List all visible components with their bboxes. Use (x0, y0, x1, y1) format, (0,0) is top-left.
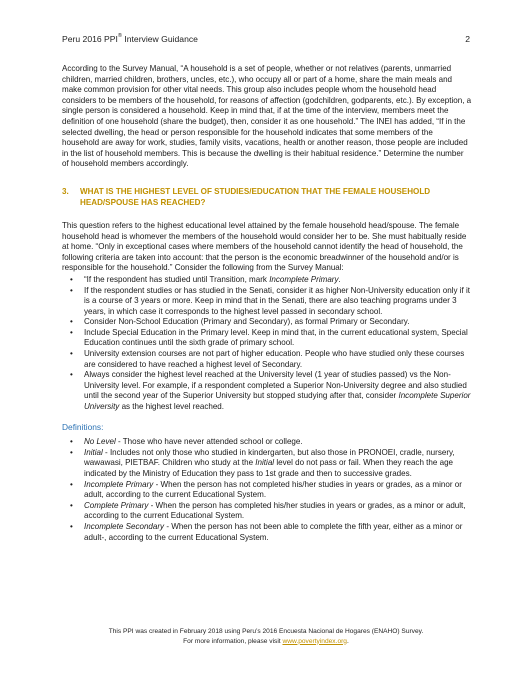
bullet-icon: • (70, 370, 73, 380)
survey-manual-list (62, 275, 472, 413)
footer-line-1: This PPI was created in February 2018 using Peru’s 2016 Encuesta Nacional de Hogares (ENAHO) Survey. (108, 628, 424, 635)
bullet-icon: • (70, 274, 73, 284)
bullet-icon: • (70, 349, 73, 359)
bullet-icon: • (70, 285, 73, 295)
definition-term: Complete Primary (84, 500, 149, 510)
bullet-icon: • (70, 447, 73, 457)
list-item: • Consider Non-School Education (Primary and Secondary), as formal Primary or Secondary. (70, 317, 410, 327)
definition-item: • Initial - Includes not only those who studied in kindergarten, but also those in PRONOEI, cradle, nursery, wawawasi, PIETBAF. Children who study at the Initial level do not pass or fail. When they reach the age indicated by the Ministry of Education they pass to 1st grade and then to successive grades. (70, 447, 455, 478)
definitions-heading: Definitions: (62, 421, 104, 432)
document-body (62, 64, 472, 543)
list-item: • “If the respondent has studied until Transition, mark Incomplete Primary. (70, 274, 341, 284)
page-footer (0, 627, 532, 646)
definition-term: No Level (84, 437, 116, 447)
definition-term: Incomplete Secondary (84, 521, 165, 531)
list-item: • University extension courses are not part of higher education. People who have studied only these courses are considered to have reached a highest level of Secondary. (70, 349, 465, 369)
footer-line-2: For more information, please visit www.povertyindex.org. (183, 637, 349, 645)
povertyindex-link[interactable]: www.povertyindex.org (282, 637, 347, 645)
question-number: 3. (62, 186, 69, 196)
definition-item: • Incomplete Secondary - When the person has not been able to complete the fifth year, either as a minor or adult-, according to the current Educational System. (70, 521, 463, 542)
definition-item: • Complete Primary - When the person has completed his/her studies in years or grades, as a minor or adult, according to the current Educational System. (70, 500, 466, 521)
definition-term: Incomplete Primary (84, 479, 154, 489)
question-text: WHAT IS THE HIGHEST LEVEL OF STUDIES/EDUCATION THAT THE FEMALE HOUSEHOLD HEAD/SPOUSE HAS REACHED? (80, 186, 431, 207)
page-header (62, 34, 470, 46)
household-definition-paragraph: According to the Survey Manual, “A household is a set of people, whether or not relatives (parents, unmarried children, married children, brothers, uncles, etc.), who occupy all or part of a home, share the main meals and make common provision for other vital needs. This group also includes people whom the household head considers to be members of the household, for reasons of affection (godchildren, godparents, etc.). By exception, a single person is considered a household. Keep in mind that, if at the time of the interview, members meet the definition of one household (share the budget), then, consider it as one household.” The INEI has added, “If in the selected dwelling, the head or person responsible for the household indicates that some members of the household are away for work, studies, family visits, vacations, health or another reason, those people are included in the list of household members. This is because the dwelling is their habitual residence.” Determine the number of household members accordingly. (62, 64, 472, 169)
bullet-icon: • (70, 317, 73, 327)
bullet-icon: • (70, 327, 73, 337)
bullet-icon: • (70, 500, 73, 510)
definition-term: Initial (84, 447, 103, 457)
list-item: • If the respondent studies or has studied in the Senati, consider it as higher Non-University education only if it is a course of 3 years or more. Keep in mind that in the Senati, there are also teaching programs under 3 years, in which case it corresponds to the highest level passed in secondary school. (70, 285, 471, 316)
definition-item: • No Level - Those who have never attended school or college. (70, 437, 303, 447)
header-title: Peru 2016 PPI® Interview Guidance (62, 33, 198, 44)
list-item: • Include Special Education in the Primary level. Keep in mind that, in the current educational system, Special Education continues until the sixth grade of primary school. (70, 327, 468, 348)
definitions-list (62, 437, 472, 543)
list-item: • Always consider the highest level reached at the University level (1 year of studies passed) vs the Non-University level. For example, if a respondent completed a Superior Non-University degree and also studied until the second year of the Superior University but stopped studying after that, consider Incomplete Superior University as the highest level reached. (70, 370, 471, 412)
question-intro-paragraph: This question refers to the highest educational level attained by the female household head/spouse. The female household head is whomever the members of the household would consider her to be. She must habitually reside at home. “Only in exceptional cases where members of the household cannot identify the head of household, the following criteria are taken into account: that the person is the economic breadwinner of the household and/or is responsible for the household.” Consider the following from the Survey Manual: (62, 220, 467, 273)
bullet-icon: • (70, 479, 73, 489)
page-number: 2 (465, 34, 470, 44)
definition-item: • Incomplete Primary - When the person has not completed his/her studies in years or grades, as a minor or adult, according to the current Educational System. (70, 479, 462, 500)
bullet-icon: • (70, 437, 73, 447)
bullet-icon: • (70, 521, 73, 531)
question-heading (62, 186, 472, 208)
